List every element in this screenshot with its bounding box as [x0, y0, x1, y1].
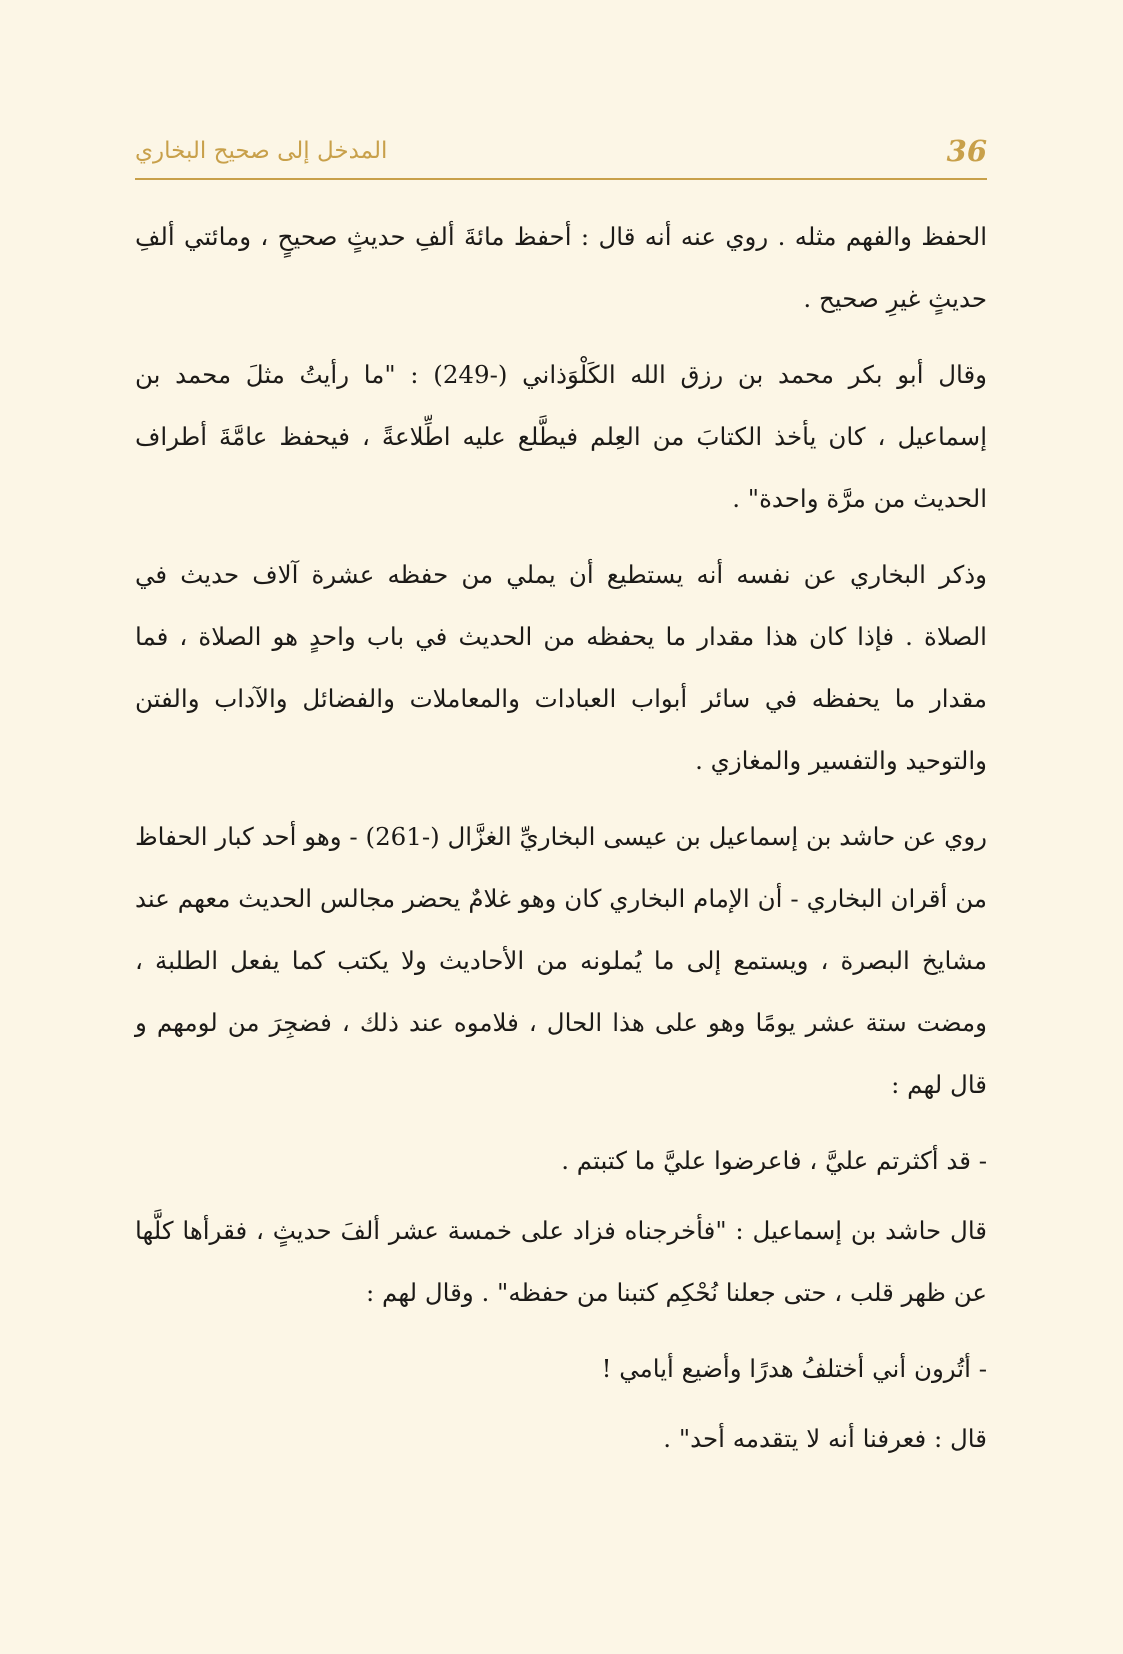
header-divider — [135, 178, 987, 180]
paragraph-dialogue-2: - أتُرون أني أختلفُ هدرًا وأضيع أيامي ! — [601, 1354, 987, 1383]
paragraph-memorization: الحفظ والفهم مثله . روي عنه أنه قال : أحفظ مائةَ ألفِ حديثٍ صحيحٍ ، ومائتي ألفِ حديثٍ غيرِ صحيح . — [135, 222, 987, 313]
paragraph-conclusion: قال : فعرفنا أنه لا يتقدمه أحد" . — [663, 1424, 987, 1453]
page-number: 36 — [946, 134, 987, 168]
paragraph-dialogue-1: - قد أكثرتم عليَّ ، فاعرضوا عليَّ ما كتبتم . — [561, 1146, 987, 1175]
paragraph-hashid-narration: روي عن حاشد بن إسماعيل بن عيسى البخاريِّ الغزَّال (-261) - وهو أحد كبار الحفاظ من أقران البخاري - أن الإمام البخاري كان وهو غلامٌ يحضر مجالس الحديث معهم عند مشايخ البصرة ، ويستمع إلى ما يُملونه من الأحاديث ولا يكتب كما يفعل الطلبة ، ومضت ستة عشر يومًا وهو على هذا الحال ، فلاموه عند ذلك ، فضجِرَ من لومهم و قال لهم : — [135, 822, 988, 1099]
page-header — [135, 132, 987, 182]
paragraph-prayer-hadith: وذكر البخاري عن نفسه أنه يستطيع أن يملي من حفظه عشرة آلاف حديث في الصلاة . فإذا كان هذا مقدار ما يحفظه من الحديث في باب واحدٍ هو الصلاة ، فما مقدار ما يحفظه في سائر أبواب العبادات والمعاملات والفضائل والآداب والفتن والتوحيد والتفسير والمغازي . — [135, 560, 987, 775]
paragraph-kalwadhani-quote: وقال أبو بكر محمد بن رزق الله الكَلْوَذاني (-249) : "ما رأيتُ مثلَ محمد بن إسماعيل ، كان يأخذ الكتابَ من العِلم فيطَّلع عليه اطِّلاعةً ، فيحفظ عامَّةَ أطراف الحديث من مرَّة واحدة" . — [135, 360, 988, 513]
running-title: المدخل إلى صحيح البخاري — [135, 138, 388, 164]
body-text — [135, 206, 987, 1484]
paragraph-hashid-quote: قال حاشد بن إسماعيل : "فأخرجناه فزاد على خمسة عشر ألفَ حديثٍ ، فقرأها كلَّها عن ظهر قلب ، حتى جعلنا نُحْكِم كتبنا من حفظه" . وقال لهم : — [135, 1216, 987, 1307]
